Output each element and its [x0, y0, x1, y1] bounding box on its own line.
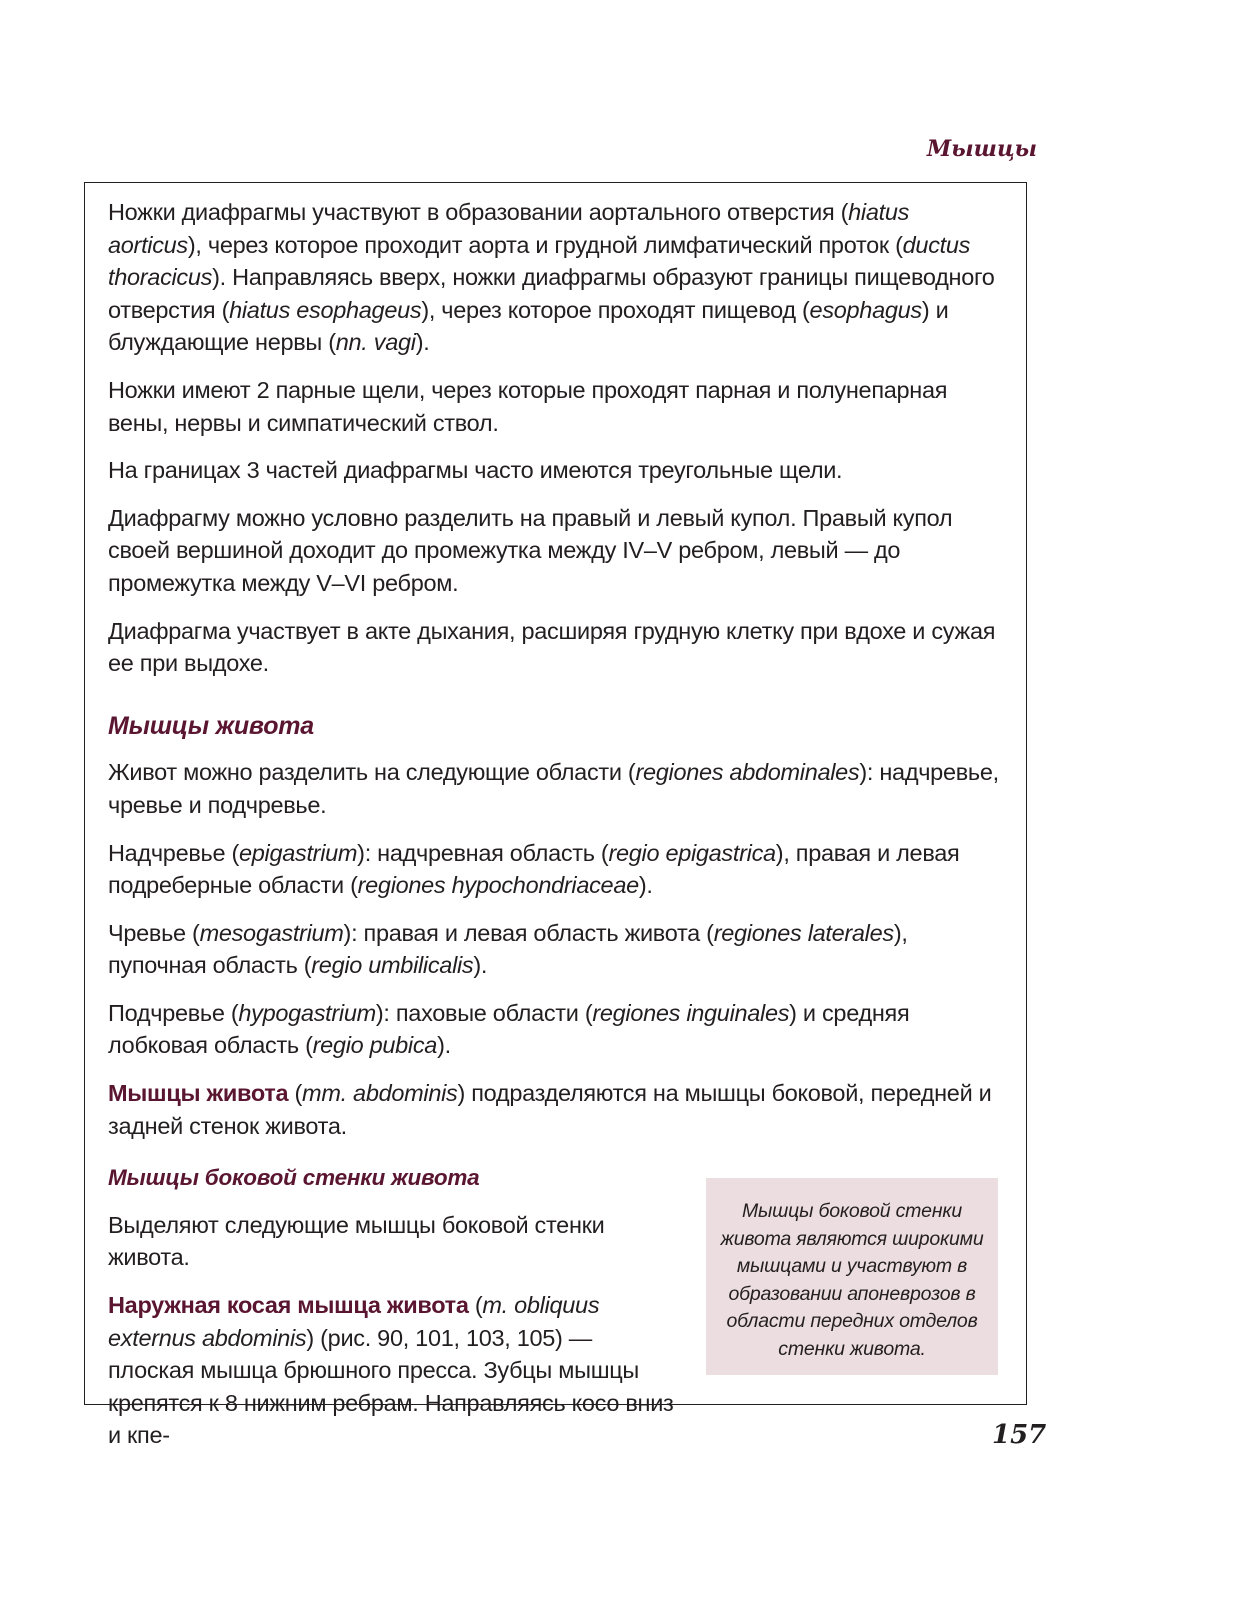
text-run: ) и блуждающие нервы (	[108, 296, 949, 356]
text-run: ).	[473, 952, 488, 979]
paragraph	[108, 837, 1003, 902]
latin-term: regiones hypochondriaceae	[357, 872, 639, 899]
text-run: Ножки диафрагмы участвуют в образовании аортального отверстия (	[108, 199, 849, 225]
text-run: (	[288, 1080, 303, 1107]
text-run: На границах 3 частей диафрагмы часто имеются треугольные щели.	[108, 457, 843, 484]
latin-term: hiatus aorticus	[108, 199, 910, 258]
paragraphs-subsection	[108, 1209, 683, 1452]
sidebar-note: Мышцы боковой стенки живота являются широкими мышцами и участвуют в образовании апоневрозов в области передних отделов стенки живота.	[706, 1178, 998, 1375]
text-run: (	[468, 1292, 483, 1319]
latin-term: ductus thoracicus	[108, 231, 971, 291]
text-run: Живот можно разделить на следующие области (	[108, 759, 636, 786]
paragraph	[108, 502, 1003, 600]
paragraphs-top	[108, 196, 1003, 680]
text-run: ) (рис. 90, 101, 103, 105) — плоская мышца брюшного пресса. Зубцы мышцы крепятся к 8 нижним ребрам. Направляясь косо вниз и кпе-	[108, 1324, 674, 1449]
latin-term: regiones laterales	[713, 919, 894, 946]
latin-term: esophagus	[809, 296, 922, 323]
bold-term: Мышцы живота	[108, 1080, 289, 1107]
paragraph	[108, 1289, 683, 1452]
text-run: ).	[437, 1032, 451, 1059]
paragraph	[108, 917, 1003, 982]
paragraph	[108, 997, 1003, 1062]
text-run: ) подразделяются на мышцы боковой, передней и задней стенок живота.	[108, 1080, 992, 1139]
paragraph	[108, 756, 1003, 821]
paragraph	[108, 1209, 683, 1274]
text-run: Подчревье (	[108, 999, 239, 1026]
subsection-heading: Мышцы боковой стенки живота	[108, 1165, 480, 1191]
latin-term: regio pubica	[312, 1032, 438, 1059]
text-run: ), пупочная область (	[108, 919, 908, 979]
paragraph	[108, 454, 1003, 487]
text-run: ) и средняя лобковая область (	[108, 999, 910, 1059]
text-run: ).	[415, 329, 430, 356]
latin-term: mesogastrium	[199, 919, 344, 946]
paragraph	[108, 1077, 1003, 1142]
paragraphs-section	[108, 756, 1003, 1142]
text-run: Выделяют следующие мышцы боковой стенки живота.	[108, 1211, 605, 1271]
latin-term: epigastrium	[239, 839, 358, 866]
latin-term: hiatus esophageus	[229, 296, 422, 323]
bold-term: Наружная косая мышца живота	[108, 1292, 469, 1319]
latin-term: mm. abdominis	[302, 1080, 458, 1107]
text-run: Надчревье (	[108, 839, 239, 866]
text-run: ): надчревная область (	[357, 839, 609, 866]
text-run: ). Направляясь вверх, ножки диафрагмы образуют границы пищеводного отверстия (	[108, 264, 995, 323]
latin-term: m. obliquus externus abdominis	[108, 1292, 600, 1351]
text-run: Диафрагму можно условно разделить на правый и левый купол. Правый купол своей вершиной доходит до промежутка между IV–V ребром, левый — до промежутка между V–VI ребром.	[108, 504, 953, 596]
latin-term: regio umbilicalis	[311, 952, 474, 979]
running-head: Мышцы	[926, 136, 1037, 162]
latin-term: nn. vagi	[335, 329, 416, 356]
paragraph	[108, 196, 1003, 359]
latin-term: regio epigastrica	[608, 839, 776, 866]
text-run: ): паховые области (	[375, 999, 593, 1026]
latin-term: regiones inguinales	[592, 999, 790, 1026]
text-run: ), правая и левая подреберные области (	[108, 839, 960, 899]
page-number: 157	[992, 1420, 1047, 1450]
text-run: Чревье (	[108, 919, 200, 946]
section-heading: Мышцы живота	[108, 711, 315, 740]
latin-term: hypogastrium	[238, 999, 376, 1026]
text-run: Диафрагма участвует в акте дыхания, расширяя грудную клетку при вдохе и сужая ее при выдохе.	[108, 617, 996, 677]
text-run: ).	[638, 872, 653, 899]
text-run: ), через которое проходят пищевод (	[421, 296, 810, 323]
latin-term: regiones abdominales	[635, 759, 860, 786]
paragraph	[108, 615, 1003, 680]
text-run: ), через которое проходит аорта и грудной лимфатический проток (	[187, 231, 903, 258]
text-run: Ножки имеют 2 парные щели, через которые проходят парная и полунепарная вены, нервы и симпатический ствол.	[108, 376, 948, 436]
paragraph	[108, 374, 1003, 439]
text-run: ): надчревье, чревье и подчревье.	[108, 759, 999, 818]
text-run: ): правая и левая область живота (	[343, 919, 714, 946]
